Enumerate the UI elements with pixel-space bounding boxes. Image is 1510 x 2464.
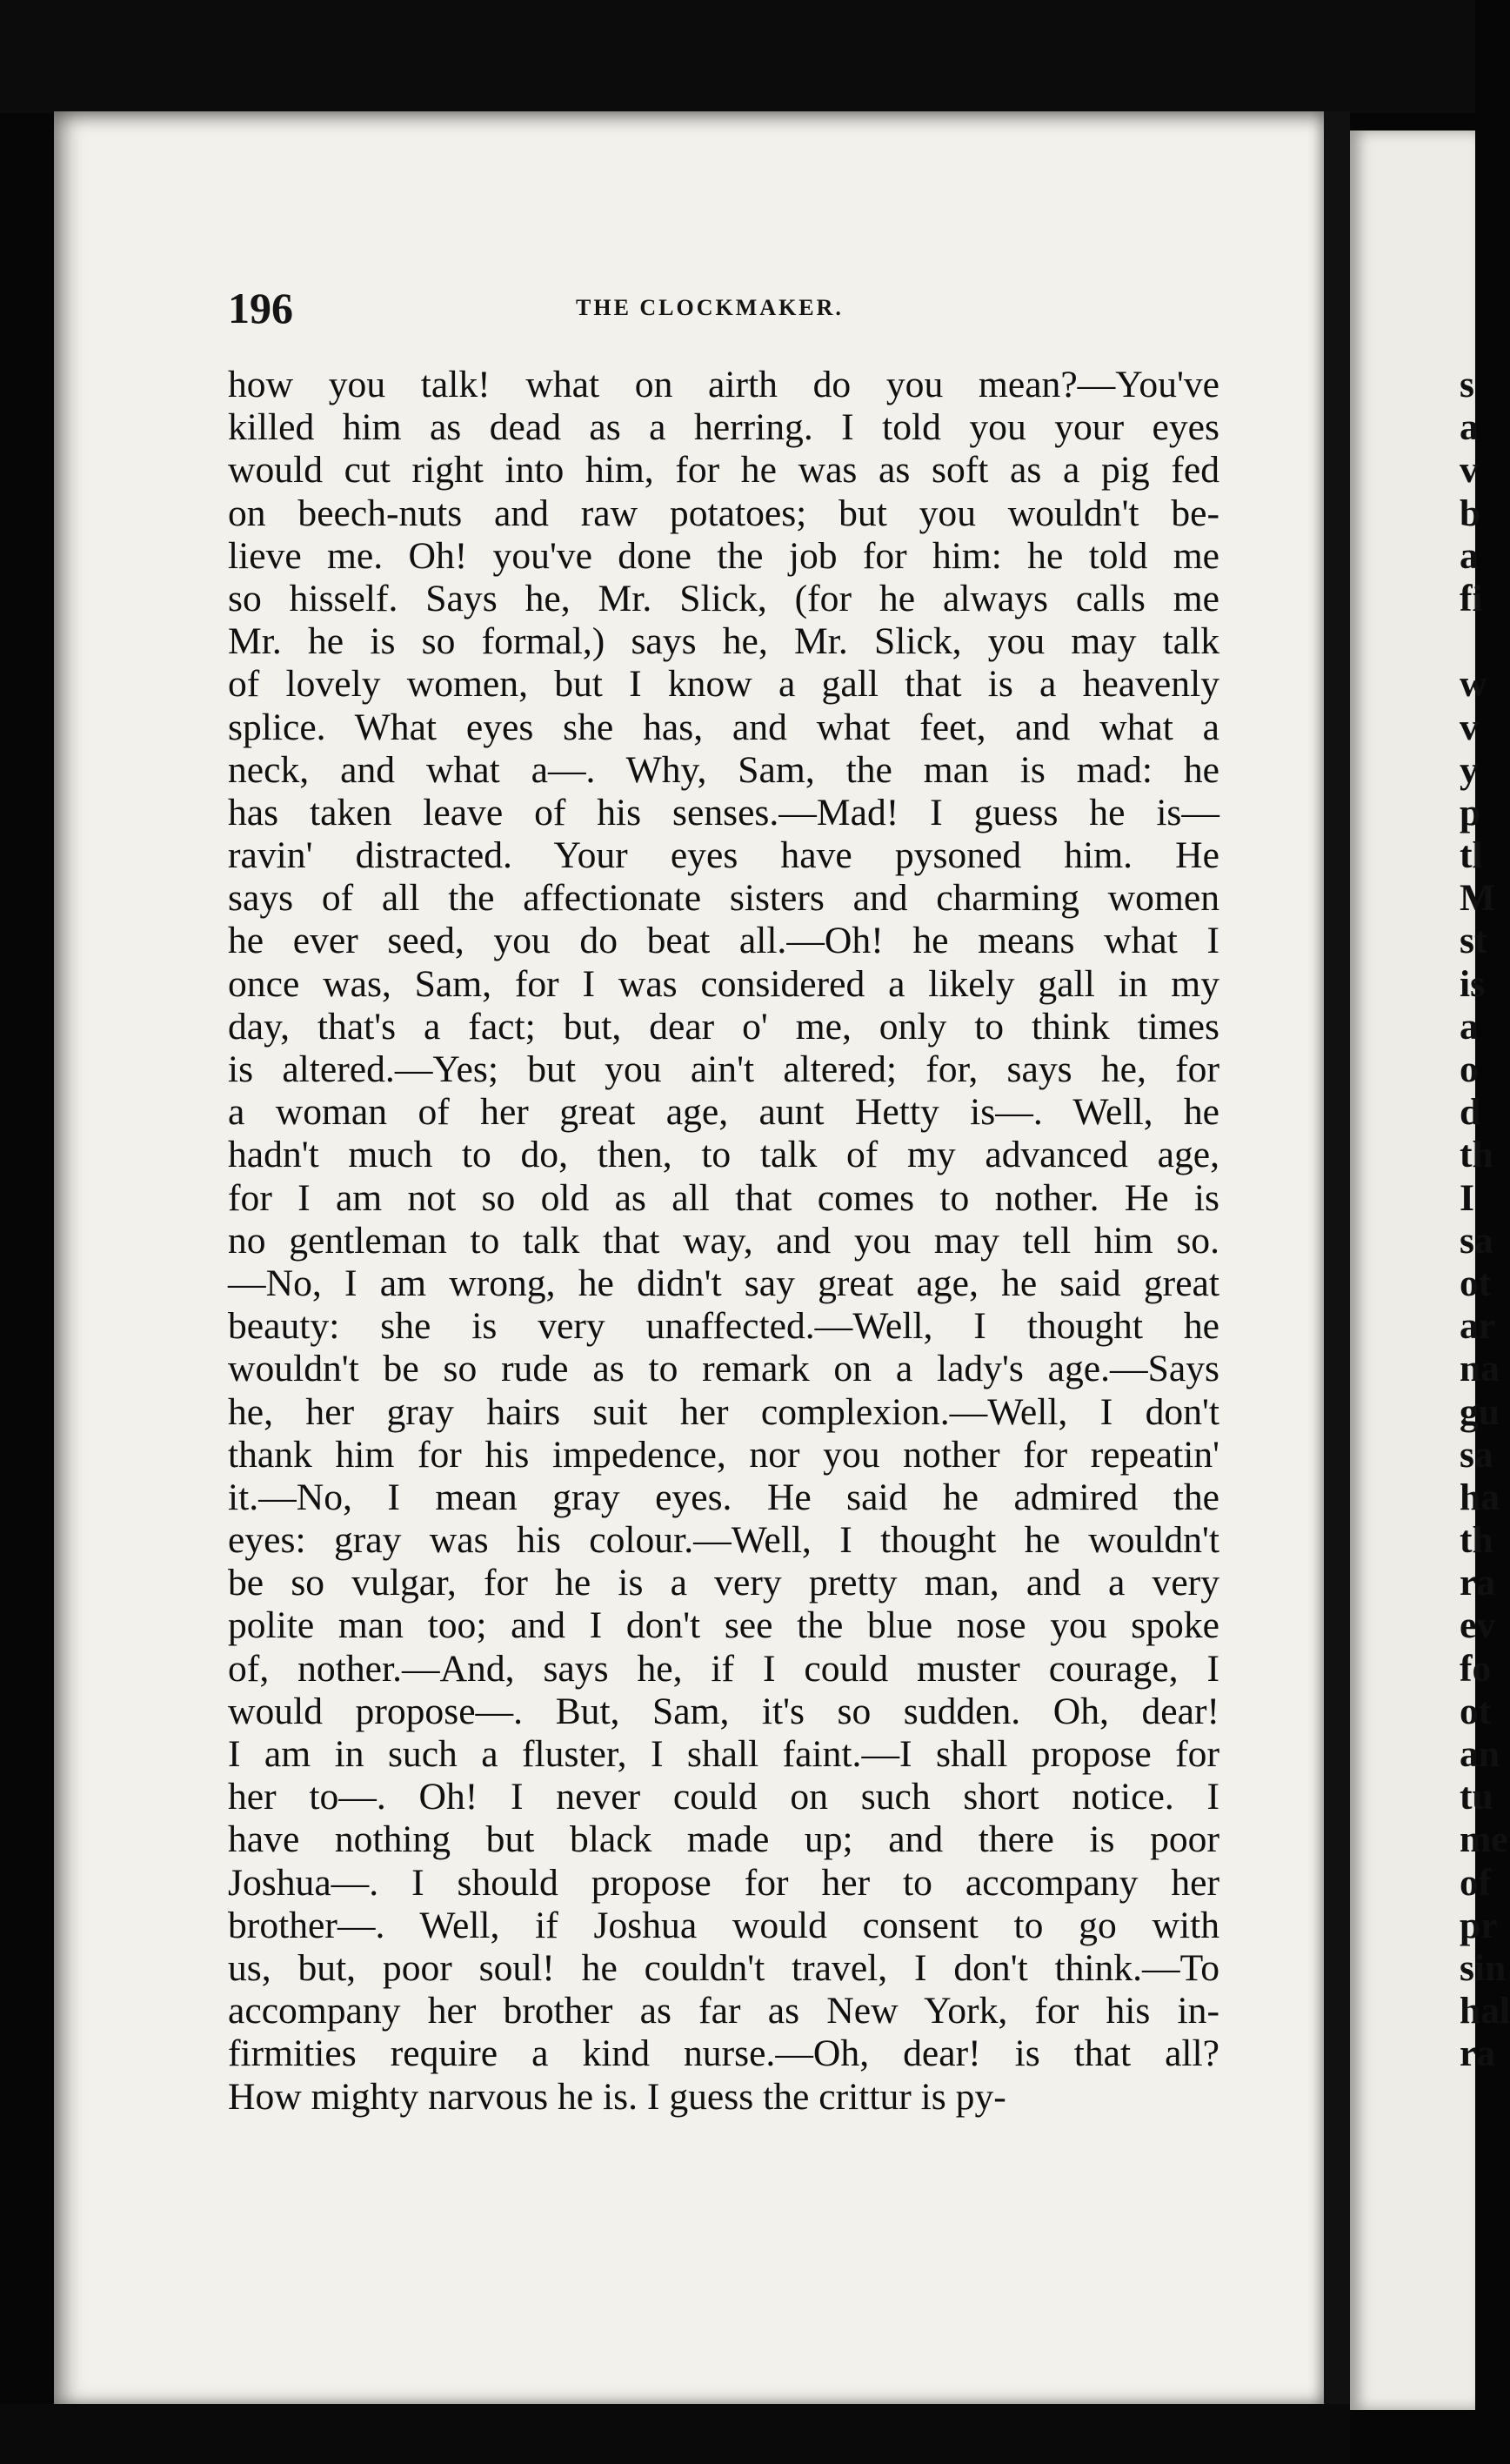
text-line: on beech-nuts and raw potatoes; but you wouldn't be- — [228, 492, 1219, 534]
book-gutter — [1324, 111, 1350, 2464]
text-line: I am in such a fluster, I shall faint.—I shall propose for — [228, 1733, 1219, 1775]
text-line: for I am not so old as all that comes to nother. He is — [228, 1176, 1219, 1219]
facing-page-fragment: sa — [1460, 1219, 1493, 1262]
facing-page-fragment: ra — [1460, 2032, 1496, 2075]
text-line: Mr. he is so formal,) says he, Mr. Slick, you may talk — [228, 620, 1219, 663]
text-line: day, that's a fact; but, dear o' me, only to think times — [228, 1005, 1219, 1048]
text-line: be so vulgar, for he is a very pretty man, and a very — [228, 1562, 1219, 1604]
text-line: is altered.—Yes; but you ain't altered; for, says he, for — [228, 1048, 1219, 1090]
facing-page-fragment: o — [1460, 1048, 1479, 1090]
text-line: Joshua—. I should propose for her to accompany her — [228, 1861, 1219, 1904]
text-line: of lovely women, but I know a gall that is a heavenly — [228, 663, 1219, 706]
text-line: polite man too; and I don't see the blue nose you spoke — [228, 1604, 1219, 1647]
facing-page-fragment: v — [1460, 706, 1479, 748]
facing-page-fragment: fi — [1460, 577, 1483, 619]
facing-page-fragment: ha — [1460, 1476, 1500, 1518]
text-line: splice. What eyes she has, and what feet, and what a — [228, 706, 1219, 748]
page-number: 196 — [228, 284, 293, 332]
facing-page-fragment: w — [1460, 663, 1487, 706]
text-line: he, her gray hairs suit her complexion.—Well, I don't — [228, 1390, 1219, 1433]
facing-page-fragment: ra — [1460, 1562, 1496, 1604]
text-line: killed him as dead as a herring. I told you your eyes — [228, 406, 1219, 449]
facing-page-fragment: d — [1460, 1091, 1481, 1134]
text-line: how you talk! what on airth do you mean?—You've — [228, 364, 1219, 405]
facing-page-fragment: fo — [1460, 1647, 1492, 1690]
page-header — [228, 283, 1219, 335]
facing-page-fragment: pr — [1460, 1904, 1498, 1946]
text-line: hadn't much to do, then, to talk of my advanced age, — [228, 1134, 1219, 1176]
facing-page-fragment: th — [1460, 1519, 1493, 1562]
text-line: he ever seed, you do beat all.—Oh! he means what I — [228, 920, 1219, 962]
facing-page-fragment: tl — [1460, 834, 1483, 877]
text-line: once was, Sam, for I was considered a likely gall in my — [228, 962, 1219, 1005]
facing-page-edge — [1350, 131, 1475, 2410]
text-line: us, but, poor soul! he couldn't travel, I don't think.—To — [228, 1946, 1219, 1989]
scan-bottom-border — [0, 2404, 1350, 2464]
scan-top-border — [0, 0, 1475, 113]
facing-page-fragment: v — [1460, 449, 1479, 492]
text-line: firmities require a kind nurse.—Oh, dear! is that all? — [228, 2032, 1219, 2075]
text-line: her to—. Oh! I never could on such short notice. I — [228, 1776, 1219, 1818]
text-line: beauty: she is very unaffected.—Well, I thought he — [228, 1305, 1219, 1348]
facing-page-fragment: I — [1460, 1176, 1474, 1219]
text-line: has taken leave of his senses.—Mad! I guess he is— — [228, 791, 1219, 834]
facing-page-fragment: an — [1460, 1733, 1500, 1775]
text-line: accompany her brother as far as New York, for his in- — [228, 1990, 1219, 2032]
facing-page-fragment: M — [1460, 877, 1496, 920]
text-line: lieve me. Oh! you've done the job for him: he told me — [228, 534, 1219, 577]
running-head: THE CLOCKMAKER. — [576, 295, 844, 320]
text-line: wouldn't be so rude as to remark on a lady's age.—Says — [228, 1348, 1219, 1390]
text-line: says of all the affectionate sisters and charming women — [228, 877, 1219, 920]
text-line: thank him for his impedence, nor you nother for repeatin' — [228, 1433, 1219, 1476]
facing-page-fragment: ot — [1460, 1262, 1492, 1304]
facing-page-fragment: ev — [1460, 1604, 1496, 1647]
facing-page-fragment: sin — [1460, 1946, 1507, 1989]
facing-page-fragment: b — [1460, 492, 1481, 534]
text-line: ravin' distracted. Your eyes have pysoned him. He — [228, 834, 1219, 877]
facing-page-fragment: is — [1460, 962, 1486, 1005]
facing-page-fragment: a — [1460, 1005, 1479, 1048]
text-line: —No, I am wrong, he didn't say great age, he said great — [228, 1262, 1219, 1304]
facing-page-fragment — [1460, 620, 1494, 663]
facing-page-fragment: ar — [1460, 1305, 1496, 1348]
facing-page-fragment: s — [1460, 364, 1474, 405]
facing-page-fragment: th — [1460, 1134, 1493, 1176]
text-line: have nothing but black made up; and there is poor — [228, 1818, 1219, 1861]
text-line: of, nother.—And, says he, if I could muster courage, I — [228, 1647, 1219, 1690]
text-line: brother—. Well, if Joshua would consent to go with — [228, 1904, 1219, 1946]
body-text — [228, 364, 1219, 2119]
facing-page-fragment: a — [1460, 534, 1479, 577]
text-line: so hisself. Says he, Mr. Slick, (for he always calls me — [228, 577, 1219, 619]
facing-page-fragment: st — [1460, 920, 1487, 962]
facing-page-fragment: tu — [1460, 1776, 1493, 1818]
text-line: it.—No, I mean gray eyes. He said he admired the — [228, 1476, 1219, 1518]
facing-page-fragment: na — [1460, 1348, 1500, 1390]
text-line: eyes: gray was his colour.—Well, I thought he wouldn't — [228, 1519, 1219, 1562]
facing-page-fragment: gu — [1460, 1390, 1500, 1433]
facing-page-fragment: p — [1460, 791, 1481, 834]
facing-page-fragment: y — [1460, 748, 1479, 791]
text-line: no gentleman to talk that way, and you may tell him so. — [228, 1219, 1219, 1262]
facing-page-fragment: me — [1460, 1818, 1508, 1861]
facing-page-fragment: a — [1460, 406, 1479, 449]
text-line: would cut right into him, for he was as soft as a pig fed — [228, 449, 1219, 492]
text-line: a woman of her great age, aunt Hetty is—. Well, he — [228, 1091, 1219, 1134]
facing-page-fragment: ot — [1460, 1690, 1492, 1732]
facing-page-fragment: sa — [1460, 1433, 1493, 1476]
text-line: neck, and what a—. Why, Sam, the man is mad: he — [228, 748, 1219, 791]
facing-page-fragment: hal — [1460, 1990, 1510, 2032]
text-line: would propose—. But, Sam, it's so sudden. Oh, dear! — [228, 1690, 1219, 1732]
facing-page-fragment: of — [1460, 1861, 1492, 1904]
text-line: How mighty narvous he is. I guess the crittur is py- — [228, 2075, 1006, 2118]
facing-page-text-fragments — [1460, 364, 1510, 2076]
